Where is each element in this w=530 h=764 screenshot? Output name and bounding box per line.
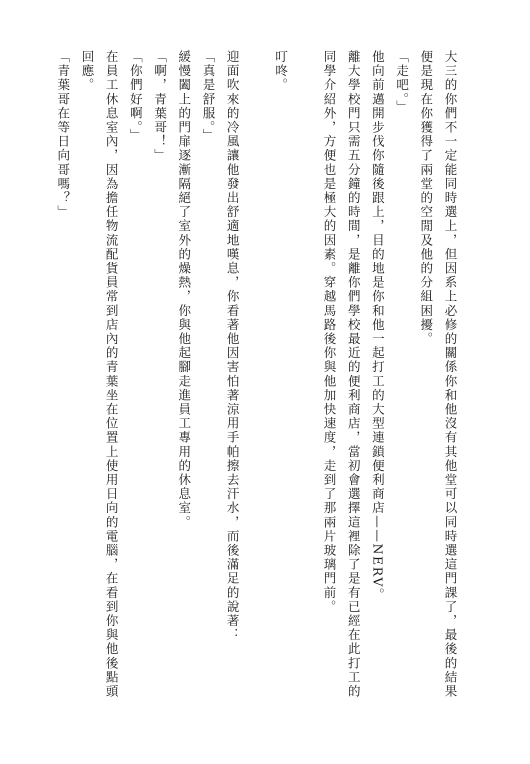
paragraph-door-chime: 叮咚。 bbox=[273, 50, 289, 93]
blank-line bbox=[244, 50, 268, 710]
dialogue-hello: 「你們好啊。」 bbox=[128, 50, 144, 143]
vertical-text-body bbox=[55, 50, 462, 710]
paragraph-breakroom: 緩慢闔上的門扉逐漸隔絕了室外的燥熱，你與他起腳走進員工專用的休息室。 bbox=[176, 50, 192, 530]
dialogue-so-comfortable: 「真是舒服。」 bbox=[200, 50, 216, 143]
dialogue-aoba: 「啊，青葉哥！」 bbox=[152, 50, 168, 163]
dialogue-waiting-hyuga: 「青葉哥在等日向哥嗎？」 bbox=[55, 50, 71, 220]
paragraph-aoba-at-computer: 在員工休息室內，因為擔任物流配貨員常到店內的青葉坐在位置上使用日向的電腦，在看到你與他後點頭回應。 bbox=[79, 50, 120, 699]
paragraph-cold-air: 迎面吹來的冷風讓他發出舒適地嘆息，你看著他因害怕著涼用手帕擦去汗水，而後滿足的說著： bbox=[225, 50, 241, 643]
paragraph-store-description: 離大學校門只需五分鐘的時間，是離你們學校最近的便利商店，當初會選擇這裡除了是有已經在此打工的同學介紹外，方便也是極大的因素。穿越馬路後你與他加快速度，走到了那兩片玻璃門前。 bbox=[321, 50, 362, 699]
dialogue-lets-go: 「走吧。」 bbox=[394, 50, 410, 115]
paragraph-opening: 大三的你們不一定能同時選上，但因系上必修的關係你和他沒有其他堂可以同時選這門課了，最後的結果便是現在你獲得了兩堂的空閒及他的分組困擾。 bbox=[418, 50, 458, 699]
blank-line bbox=[293, 50, 317, 710]
paragraph-destination: 他向前邁開步伐你隨後跟上，目的地是你和他一起打工的大型連鎖便利商店——NERV。 bbox=[370, 50, 386, 603]
